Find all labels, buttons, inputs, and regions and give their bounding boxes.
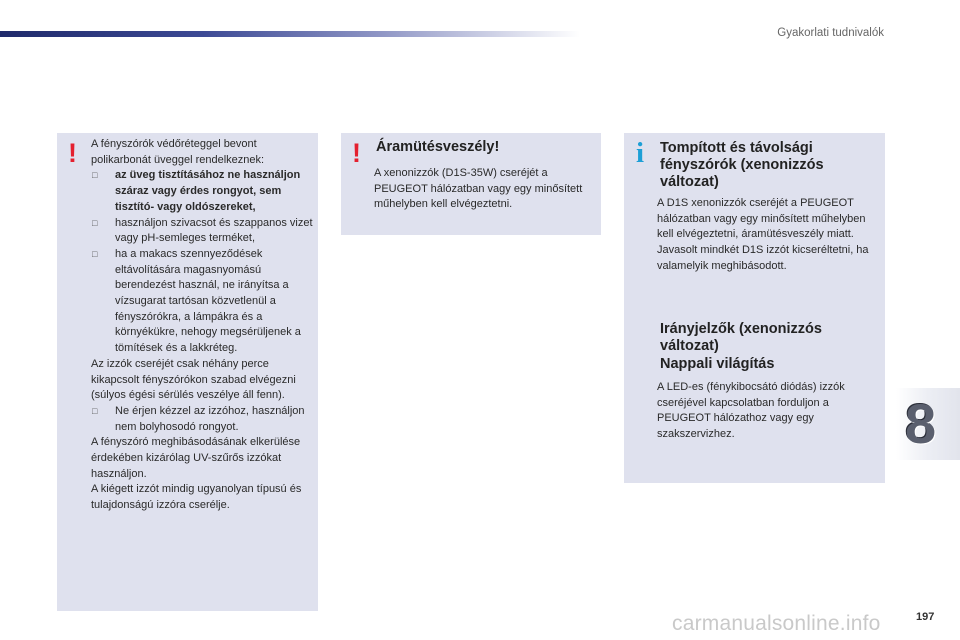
intro-text: A fényszórók védőréteggel bevont polikarbonát üveggel rendelkeznek:: [91, 138, 265, 166]
xenon-headlamps-text: [657, 196, 882, 275]
warning-exclamation-icon: !: [352, 138, 361, 168]
heading-turn-signals: Irányjelzők (xenonizzós változat): [660, 321, 822, 354]
paragraph-replacement: A kiégett izzót mindig ugyanolyan típusú és tulajdonságú izzóra cserélje.: [91, 483, 302, 512]
list-item: □ Ne érjen kézzel az izzóhoz, használjon nem bolyhosodó rongyot.: [91, 404, 315, 435]
list-item: □ az üveg tisztításához ne használjon száraz vagy érdes rongyot, sem tisztító- vagy oldószereket,: [91, 168, 315, 215]
paragraph-uv-filter: A fényszóró meghibásodásának elkerülése érdekében kizárólag UV-szűrős izzókat használjon.: [91, 436, 301, 480]
daytime-lights-text: A LED-es (fénykibocsátó diódás) izzók cseréjével kapcsolatban forduljon a PEUGEOT hálózathoz vagy egy szakszervizhez.: [657, 381, 845, 441]
warning-exclamation-icon: !: [68, 138, 77, 168]
info-box-lighting: [624, 133, 885, 483]
warning-box-headlamp-care: [57, 133, 318, 611]
heading-daytime-lights: Nappali világítás: [660, 356, 775, 372]
paragraph-d1s-replacement: A D1S xenonizzók cseréjét a PEUGEOT hálózatban vagy egy minősített műhelyben kell elvégeztetni, áramütésveszély miatt.: [657, 197, 866, 241]
warning-box-electric-shock: [341, 133, 601, 235]
list-item: □ ha a makacs szennyeződések eltávolítására magasnyomású berendezést használ, ne irányítsa a vízsugarat tartósan közvetlenül a fényszórókra, a lámpákra és a környékükre, nehogy megsérüljenek a tömítések és a lakkréteg.: [91, 247, 315, 357]
electric-shock-heading: Áramütésveszély!: [376, 139, 500, 155]
warning-box-content: [91, 137, 315, 514]
chapter-number: 8: [905, 392, 937, 455]
heading-xenon-headlamps: Tompított és távolsági fényszórók (xenonizzós változat): [660, 140, 824, 190]
header-decorative-bar: [0, 31, 580, 37]
electric-shock-text: A xenonizzók (D1S-35W) cseréjét a PEUGEOT hálózatban vagy egy minősített műhelyben kell elvégeztetni.: [374, 167, 583, 211]
page-number: 197: [916, 611, 935, 623]
section-title: Gyakorlati tudnivalók: [777, 27, 884, 39]
info-icon: i: [636, 137, 645, 169]
list-item: □ használjon szivacsot és szappanos vizet vagy pH-semleges terméket,: [91, 216, 315, 247]
paragraph-d1s-both: Javasolt mindkét D1S izzót kicseréltetni, ha valamelyik meghibásodott.: [657, 244, 869, 272]
watermark: carmanualsonline.info: [672, 612, 881, 635]
paragraph-bulb-change: Az izzók cseréjét csak néhány perce kikapcsolt fényszórókon szabad elvégezni (súlyos égési sérülés veszélye áll fenn).: [91, 357, 296, 402]
